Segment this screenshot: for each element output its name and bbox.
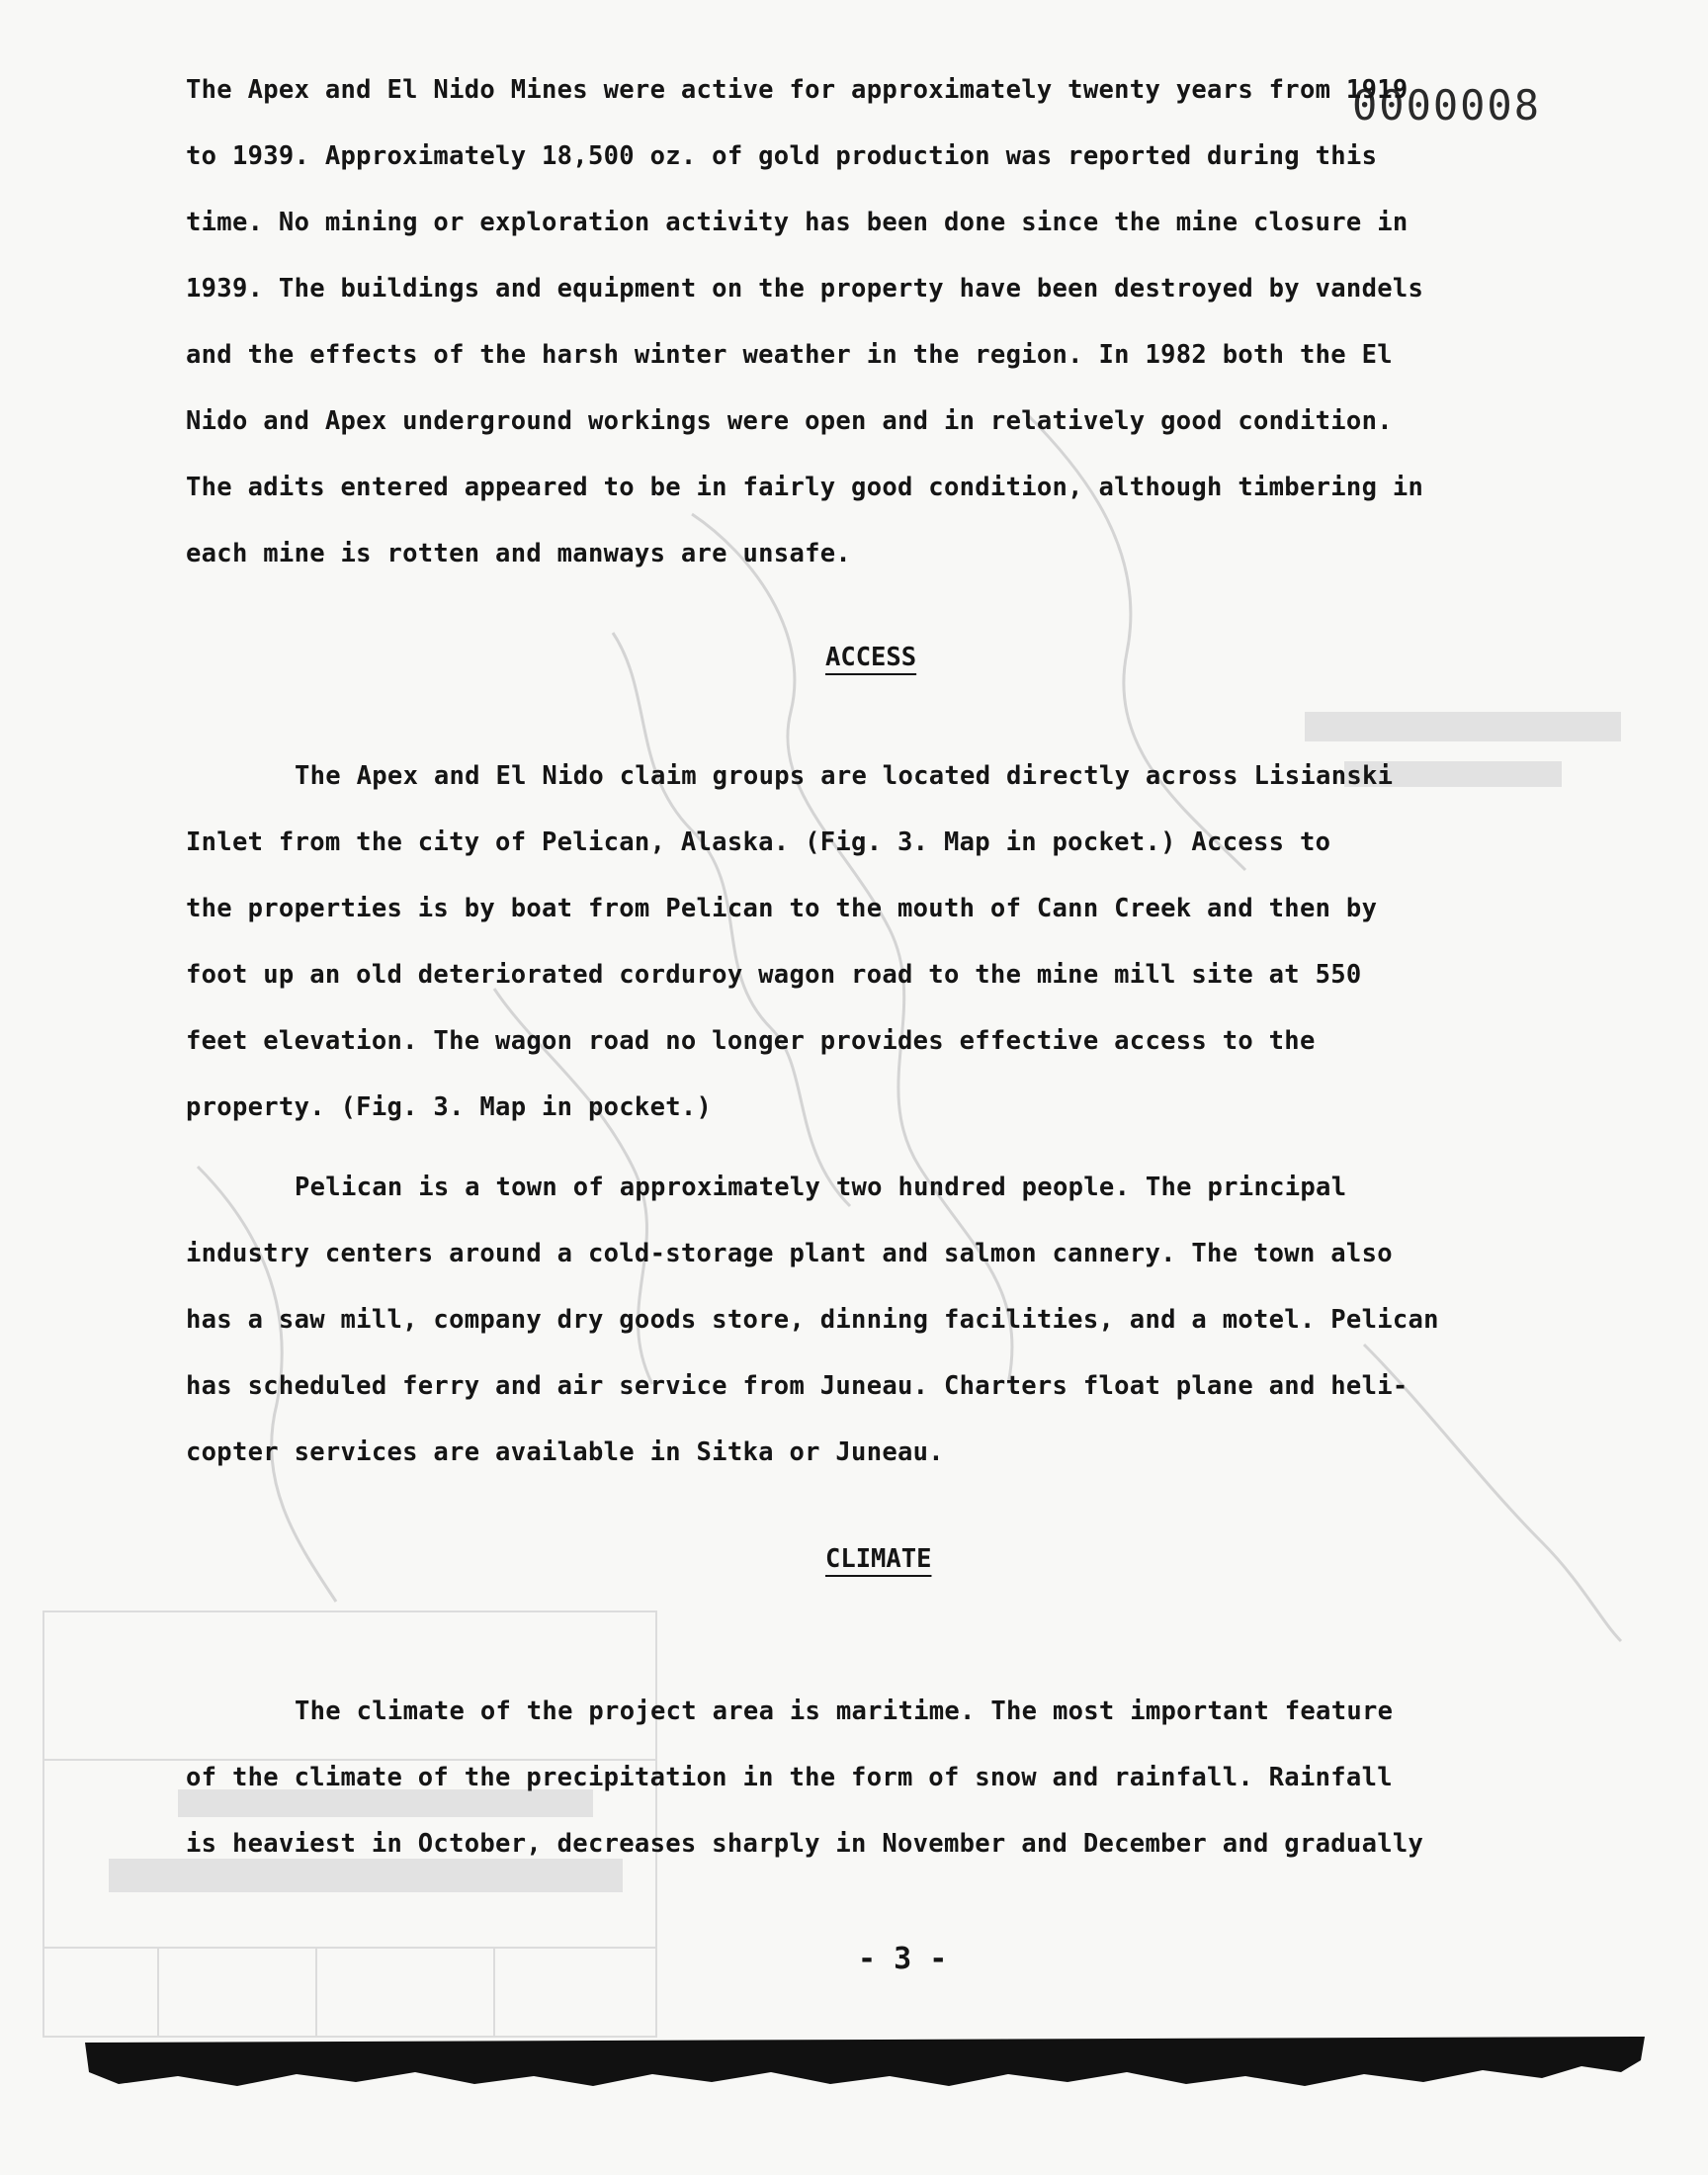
text-line: has scheduled ferry and air service from Juneau. Charters float plane and heli- <box>186 1371 1409 1401</box>
text-line: 1939. The buildings and equipment on the property have been destroyed by vandels <box>186 274 1424 304</box>
text-line: of the climate of the precipitation in the form of snow and rainfall. Rainfall <box>186 1763 1393 1792</box>
text-line: The adits entered appeared to be in fairly good condition, although timbering in <box>186 473 1424 502</box>
text-line: the properties is by boat from Pelican to the mouth of Cann Creek and then by <box>186 894 1378 923</box>
scan-edge-artifact <box>0 2033 1708 2092</box>
text-line: Pelican is a town of approximately two hundred people. The principal <box>295 1173 1347 1202</box>
text-line: copter services are available in Sitka or Juneau. <box>186 1437 944 1467</box>
paragraph-access <box>186 743 1589 1141</box>
paragraph-mine-history <box>186 57 1589 587</box>
section-heading-climate: CLIMATE <box>825 1544 932 1574</box>
text-line: each mine is rotten and manways are unsafe. <box>186 539 852 568</box>
text-line: Nido and Apex underground workings were open and in relatively good condition. <box>186 406 1393 436</box>
text-line: is heaviest in October, decreases sharply in November and December and gradually <box>186 1829 1424 1859</box>
paragraph-climate <box>186 1679 1589 1877</box>
text-line: feet elevation. The wagon road no longer provides effective access to the <box>186 1026 1316 1056</box>
text-line: has a saw mill, company dry goods store, dinning facilities, and a motel. Pelican <box>186 1305 1439 1335</box>
text-line: industry centers around a cold-storage plant and salmon cannery. The town also <box>186 1239 1393 1268</box>
text-line: time. No mining or exploration activity has been done since the mine closure in <box>186 208 1409 237</box>
text-line: property. (Fig. 3. Map in pocket.) <box>186 1092 713 1122</box>
section-heading-access: ACCESS <box>825 643 917 672</box>
paragraph-pelican <box>186 1155 1589 1486</box>
text-line: Inlet from the city of Pelican, Alaska. (Fig. 3. Map in pocket.) Access to <box>186 827 1331 857</box>
document-control-number: 0000008 <box>1352 81 1542 130</box>
text-line: to 1939. Approximately 18,500 oz. of gold production was reported during this <box>186 141 1378 171</box>
text-line: The Apex and El Nido claim groups are located directly across Lisianski <box>295 761 1394 791</box>
page-number: - 3 - <box>858 1942 948 1976</box>
text-line: The Apex and El Nido Mines were active for approximately twenty years from 1919 <box>186 75 1409 105</box>
text-line: The climate of the project area is maritime. The most important feature <box>295 1696 1394 1726</box>
text-line: foot up an old deteriorated corduroy wagon road to the mine mill site at 550 <box>186 960 1362 990</box>
text-line: and the effects of the harsh winter weather in the region. In 1982 both the El <box>186 340 1393 370</box>
